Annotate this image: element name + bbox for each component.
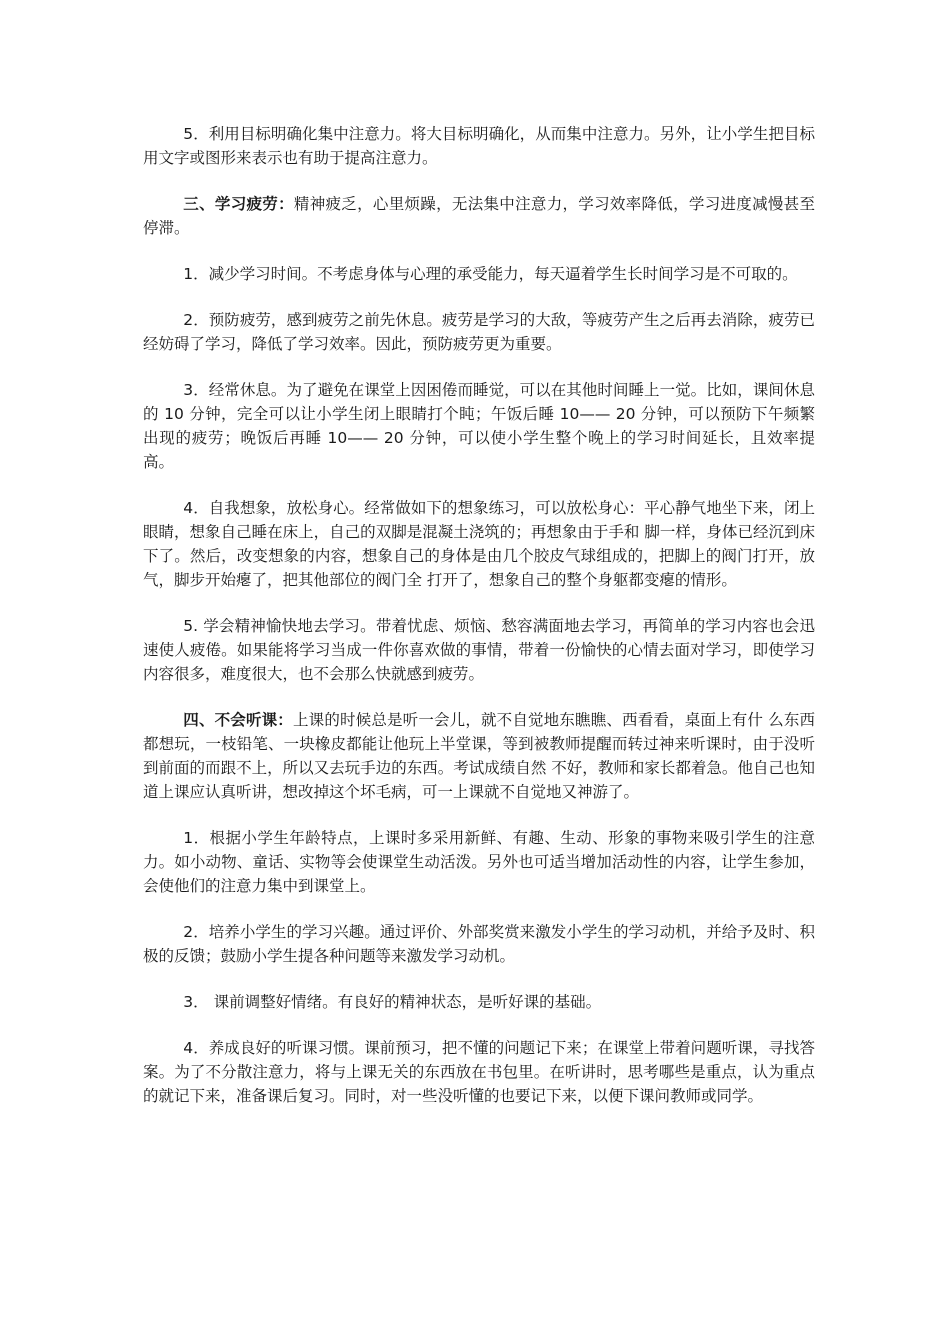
section-heading-fatigue: 三、学习疲劳： [183, 195, 294, 213]
paragraph-text: 5. 学会精神愉快地去学习。带着忧虑、烦恼、愁容满面地去学习，再简单的学习内容也会迅速使人疲倦。如果能将学习当成一件你喜欢做的事情，带着一份愉快的心情去面对学习，即使学习内容很多，难度很大，也不会那么快就感到疲劳。 [143, 617, 815, 683]
paragraph-text: 1．根据小学生年龄特点，上课时多采用新鲜、有趣、生动、形象的事物来吸引学生的注意力。如小动物、童话、实物等会使课堂生动活泼。另外也可适当增加活动性的内容，让学生参加，会使他们的注意力集中到课堂上。 [143, 829, 815, 895]
paragraph-text: 1．减少学习时间。不考虑身体与心理的承受能力，每天逼着学生长时间学习是不可取的。 [183, 265, 798, 283]
paragraph-attention-goal [143, 122, 815, 170]
document-body [143, 122, 815, 1130]
paragraph-text: 5．利用目标明确化集中注意力。将大目标明确化，从而集中注意力。另外，让小学生把目标用文字或图形来表示也有助于提高注意力。 [143, 125, 815, 167]
paragraph-text: 3．经常休息。为了避免在课堂上因困倦而睡觉，可以在其他时间睡上一觉。比如，课间休息的 10 分钟，完全可以让小学生闭上眼睛打个盹；午饭后睡 10—— 20 分钟，可以预防下午频繁出现的疲劳；晚饭后再睡 10—— 20 分钟，可以使小学生整个晚上的学习时间延长，且效率提高。 [143, 381, 815, 471]
paragraph-text: 4．自我想象，放松身心。经常做如下的想象练习，可以放松身心：平心静气地坐下来，闭上眼睛，想象自己睡在床上，自己的双脚是混凝土浇筑的；再想象由于手和 脚一样，身体已经沉到床下了。然后，改变想象的内容，想象自己的身体是由几个胶皮气球组成的，把脚上的阀门打开，放气，脚步开始瘪了，把其他部位的阀门全 打开了，想象自己的整个身躯都变瘪的情形。 [143, 499, 815, 589]
paragraph-listening-2 [143, 920, 815, 968]
paragraph-fatigue-4 [143, 496, 815, 592]
paragraph-text: 2．预防疲劳，感到疲劳之前先休息。疲劳是学习的大敌，等疲劳产生之后再去消除，疲劳已经妨碍了学习，降低了学习效率。因此，预防疲劳更为重要。 [143, 311, 815, 353]
paragraph-text: 4．养成良好的听课习惯。课前预习，把不懂的问题记下来；在课堂上带着问题听课，寻找答案。为了不分散注意力，将与上课无关的东西放在书包里。在听讲时，思考哪些是重点，认为重点的就记下来，准备课后复习。同时，对一些没听懂的也要记下来，以便下课问教师或同学。 [143, 1039, 815, 1105]
paragraph-listening-1 [143, 826, 815, 898]
paragraph-fatigue-5 [143, 614, 815, 686]
paragraph-fatigue-intro [143, 192, 815, 240]
section-heading-listening: 四、不会听课： [183, 711, 293, 729]
paragraph-listening-3 [143, 990, 815, 1014]
paragraph-text: 精神疲乏，心里烦躁，无法集中注意力，学习效率降低，学习进度减慢甚至停滞。 [143, 195, 815, 237]
paragraph-fatigue-3 [143, 378, 815, 474]
paragraph-listening-4 [143, 1036, 815, 1108]
paragraph-listening-intro [143, 708, 815, 804]
paragraph-text: 上课的时候总是听一会儿，就不自觉地东瞧瞧、西看看，桌面上有什 么东西都想玩，一枝铅笔、一块橡皮都能让他玩上半堂课，等到被教师提醒而转过神来听课时，由于没听到前面的而跟不上，所以又去玩手边的东西。考试成绩自然 不好，教师和家长都着急。他自己也知道上课应认真听讲，想改掉这个坏毛病，可一上课就不自觉地又神游了。 [143, 711, 815, 801]
paragraph-text: 2．培养小学生的学习兴趣。通过评价、外部奖赏来激发小学生的学习动机，并给予及时、积极的反馈；鼓励小学生提各种问题等来激发学习动机。 [143, 923, 815, 965]
paragraph-text: 3． 课前调整好情绪。有良好的精神状态，是听好课的基础。 [183, 993, 602, 1011]
paragraph-fatigue-2 [143, 308, 815, 356]
paragraph-fatigue-1 [143, 262, 815, 286]
